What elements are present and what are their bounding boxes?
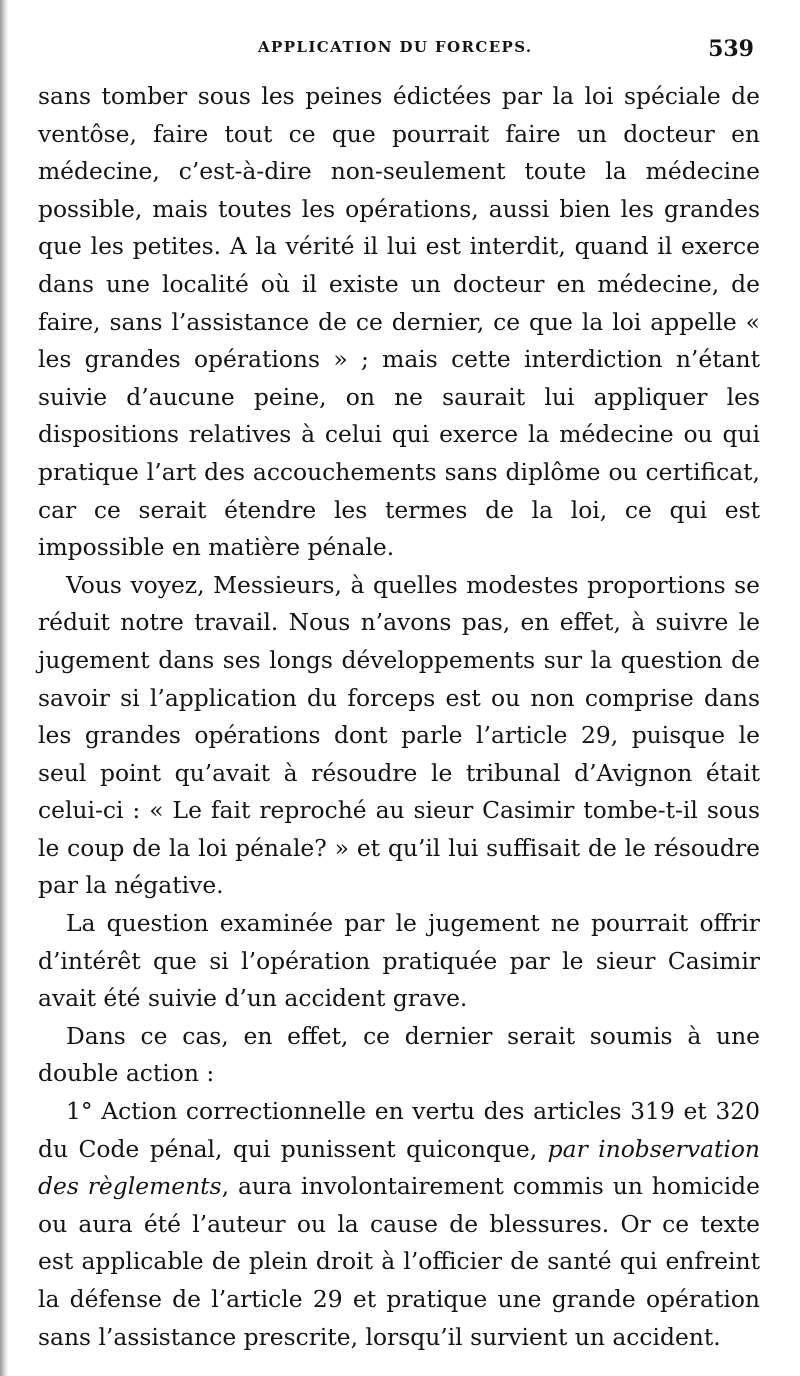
- paragraph-text: , aura involontairement commis un homicide ou aura été l’auteur ou la cause de blessures. Or ce texte est applicable de plein droit à l’officier de santé qui enfreint la défense de l’article 29 et pratique une grande opération sans l’assistance prescrite, lorsqu’il survient un accident.: [38, 1172, 760, 1351]
- page-edge-shadow: [0, 0, 8, 1376]
- paragraph: La question examinée par le jugement ne pourrait offrir d’intérêt que si l’opération pratiquée par le sieur Casimir avait été suivie d’un accident grave.: [38, 909, 760, 1013]
- paragraph: Dans ce cas, en effet, ce dernier serait soumis à une double action :: [38, 1021, 760, 1088]
- italic-phrase: par inobservation des règlements: [38, 1134, 761, 1201]
- page-header: [38, 36, 762, 76]
- paragraph-numbered: [38, 1093, 760, 1356]
- page-number: 539: [708, 36, 754, 62]
- paragraph-continuation: sans tomber sous les peines édictées par la loi spéciale de ventôse, faire tout ce que pourrait faire un docteur en médecine, c’est-à-dire non-seulement toute la médecine possible, mais toutes les opérations, aussi bien les grandes que les petites. A la vérité il lui est interdit, quand il exerce dans une localité où il existe un docteur en médecine, de faire, sans l’assistance de ce dernier, ce que la loi appelle « les grandes opérations » ; mais cette interdiction n’étant suivie d’aucune peine, on ne saurait lui appliquer les dispositions relatives à celui qui exerce la médecine ou qui pratique l’art des accouchements sans diplôme ou certificat, car ce serait étendre les termes de la loi, ce qui est impossible en matière pénale.: [38, 82, 760, 562]
- paragraph: Vous voyez, Messieurs, à quelles modestes proportions se réduit notre travail. Nous n’avons pas, en effet, à suivre le jugement dans ses longs développements sur la question de savoir si l’application du forceps est ou non comprise dans les grandes opérations dont parle l’article 29, puisque le seul point qu’avait à résoudre le tribunal d’Avignon était celui-ci : « Le fait reproché au sieur Casimir tombe-t-il sous le coup de la loi pénale? » et qu’il lui suffisait de le résoudre par la négative.: [38, 570, 760, 900]
- body-text: [38, 78, 760, 1356]
- running-head: APPLICATION DU FORCEPS.: [258, 38, 533, 56]
- paragraph-text: 1° Action correctionnelle en vertu des articles 319 et 320 du Code pénal, qui punissent quiconque,: [38, 1097, 760, 1163]
